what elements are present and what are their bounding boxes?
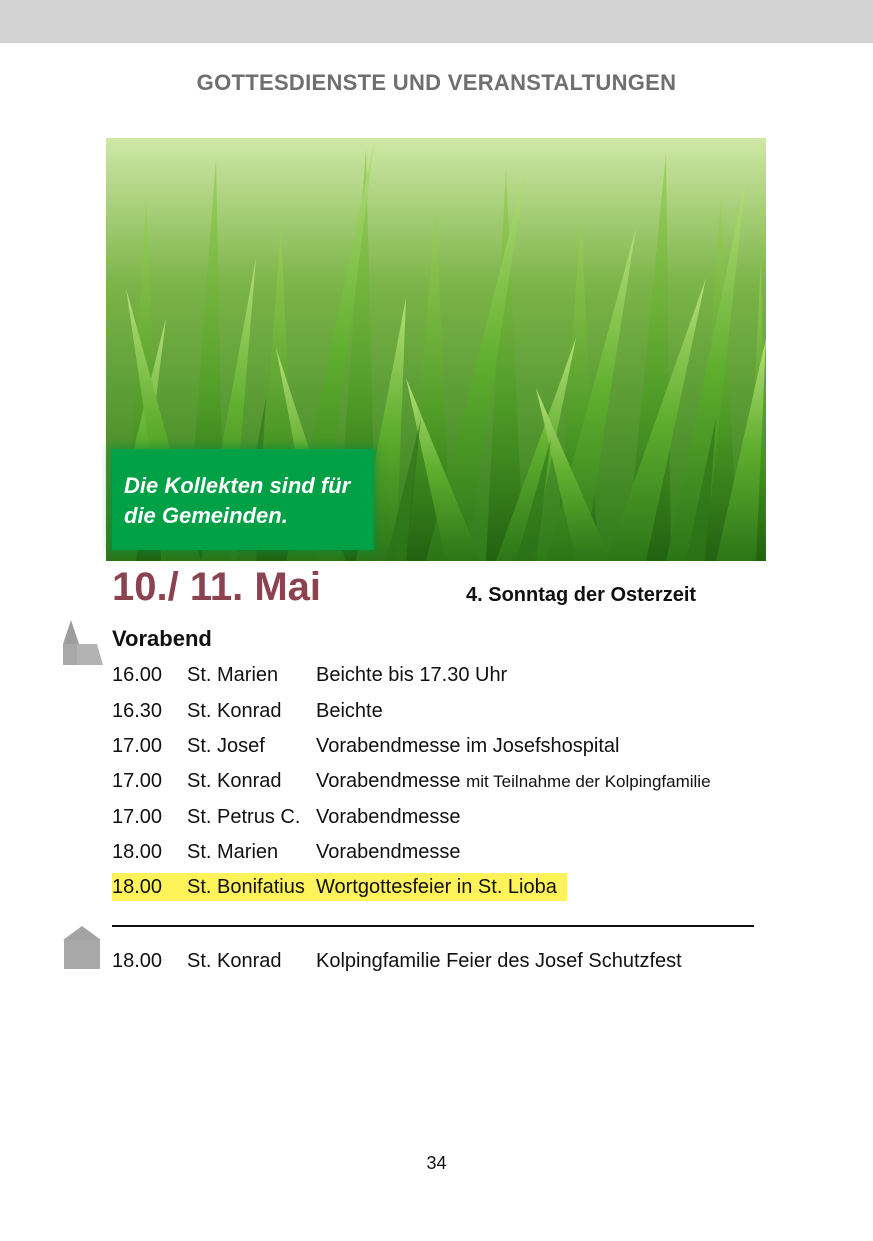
schedule-row-highlighted [112,873,567,901]
row-time: 17.00 [112,770,163,792]
top-bar [0,0,873,43]
date-heading: 10./ 11. Mai [112,565,322,609]
row-place: St. Konrad [187,770,282,792]
row-place: St. Petrus C. [187,806,301,828]
schedule-row [112,661,752,689]
row-time: 18.00 [112,876,163,898]
collection-note-line2: die Gemeinden. [124,503,288,528]
row-place: St. Josef [187,735,265,757]
schedule-row [112,838,752,866]
schedule-row [112,767,757,795]
row-place: St. Konrad [187,700,282,722]
row-time: 18.00 [112,841,163,863]
row-time: 16.30 [112,700,163,722]
row-place: St. Marien [187,841,279,863]
schedule-row [112,732,752,760]
collection-note-box [112,449,374,550]
schedule-row [112,803,752,831]
event-row [112,947,752,975]
collection-note-line1: Die Kollekten sind für [124,473,351,498]
row-description: Vorabendmesse im Josefshospital [316,735,620,757]
row-description: Vorabendmesse [316,841,461,863]
liturgical-day: 4. Sonntag der Osterzeit [466,584,697,606]
row-time: 17.00 [112,735,163,757]
row-description [316,767,711,796]
row-description: Wortgottesfeier in St. Lioba [316,876,557,898]
house-icon [63,926,103,970]
schedule-row [112,697,752,725]
row-description: Vorabendmesse [316,806,461,828]
row-time: 17.00 [112,806,163,828]
row-description: Kolpingfamilie Feier des Josef Schutzfest [316,950,682,972]
page-title: GOTTESDIENSTE UND VERANSTALTUNGEN [196,70,677,95]
row-description-main: Vorabendmesse [316,770,461,792]
page-number: 34 [426,1153,447,1173]
row-description: Beichte bis 17.30 Uhr [316,664,508,686]
church-icon [61,620,105,666]
collection-note-text [124,471,372,531]
row-place: St. Konrad [187,950,282,972]
section-title-vorabend: Vorabend [112,626,212,651]
row-place: St. Marien [187,664,279,686]
row-description-note: mit Teilnahme der Kolpingfamilie [466,772,711,791]
section-divider [112,925,754,927]
row-time: 16.00 [112,664,163,686]
row-place: St. Bonifatius [187,876,305,898]
row-description: Beichte [316,700,383,722]
row-time: 18.00 [112,950,163,972]
